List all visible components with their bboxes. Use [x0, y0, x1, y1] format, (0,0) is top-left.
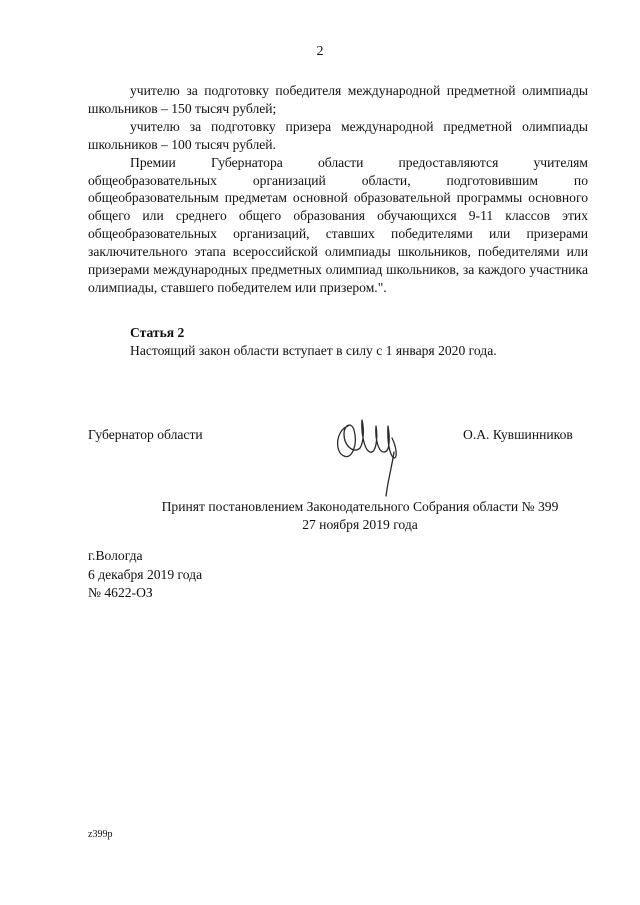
governor-title: Губернатор области: [88, 427, 203, 442]
adoption-date: 27 ноября 2019 года: [302, 517, 418, 532]
law-text: [88, 82, 588, 297]
adoption-line: Принят постановлением Законодательного Собрания области № 399: [161, 499, 559, 514]
paragraph: учителю за подготовку победителя международной предметной олимпиады школьников – 150 тысяч рублей;: [88, 83, 588, 116]
article-text: Настоящий закон области вступает в силу с 1 января 2020 года.: [130, 343, 497, 358]
law-number: № 4622-ОЗ: [88, 585, 153, 600]
governor-signature: [330, 408, 410, 498]
governor-name: О.А. Кувшинников: [463, 427, 573, 442]
paragraph: учителю за подготовку призера международной предметной олимпиады школьников – 100 тысяч рублей.: [88, 118, 588, 152]
page-number: 2: [316, 44, 324, 59]
adoption-note: [0, 498, 640, 534]
document-meta: [88, 547, 202, 603]
signing-date: 6 декабря 2019 года: [88, 566, 203, 582]
article-2: [130, 324, 497, 360]
article-heading: Статья 2: [130, 325, 185, 340]
paragraph: Премии Губернатора области предоставляются учителям общеобразовательных организаций области, подготовившим по общеобразовательным предметам основной образовательной программы основного общего или среднего общего образования обучающихся 9-11 классов этих общеобразовательных организаций, ставших победителями или призерами заключительного этапа всероссийской олимпиады школьников, победителями или призерами международных предметных олимпиад школьников, за каждого участника олимпиады, ставшего победителем или призером.".: [88, 154, 588, 295]
footer-code: z399p: [88, 829, 113, 840]
city: г.Вологда: [88, 548, 143, 563]
